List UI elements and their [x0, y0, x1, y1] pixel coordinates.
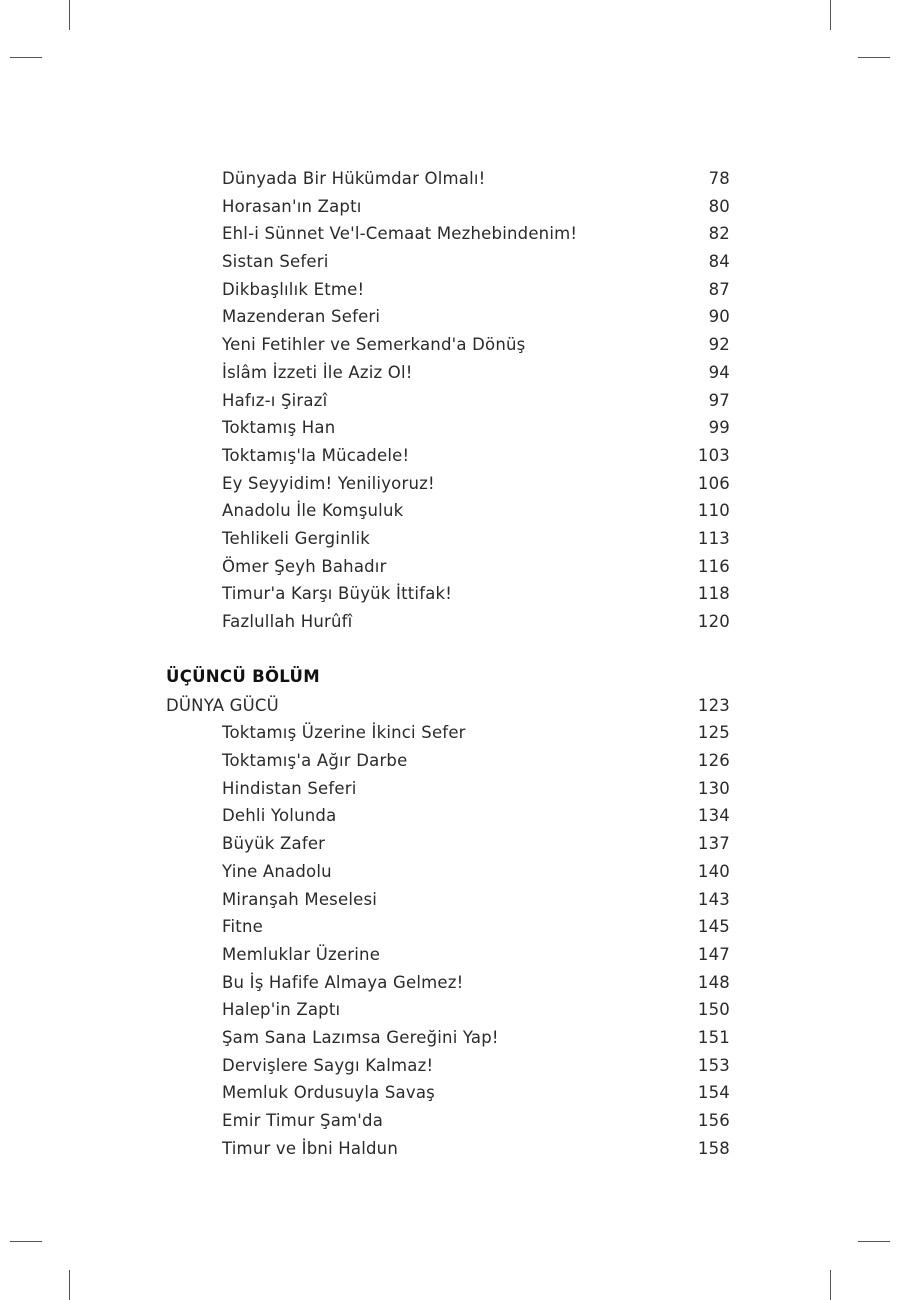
toc-entry-page-number: 84 [708, 252, 730, 272]
toc-entry[interactable] [0, 802, 900, 830]
toc-entry-page-number: 140 [697, 861, 730, 881]
toc-entry-title: Horasan'ın Zaptı [222, 196, 362, 216]
toc-entry-page-number: 150 [697, 1000, 730, 1020]
toc-entry-page-number: 113 [697, 528, 730, 548]
toc-entry[interactable] [0, 1052, 900, 1080]
toc-entry-title: Toktamış'la Mücadele! [222, 445, 410, 465]
toc-entry-title: Ehl-i Sünnet Ve'l-Cemaat Mezhebindenim! [222, 224, 578, 244]
toc-entry-title: Tehlikeli Gerginlik [222, 528, 371, 548]
toc-entry[interactable] [0, 886, 900, 914]
toc-entry-title: Fitne [222, 917, 263, 937]
toc-entry-page-number: 125 [697, 723, 730, 743]
toc-entry-page-number: 145 [697, 917, 730, 937]
toc-entry[interactable] [0, 830, 900, 858]
toc-list-bottom [0, 719, 900, 1162]
toc-entry-page-number: 148 [697, 972, 730, 992]
toc-entry[interactable] [0, 387, 900, 415]
table-of-contents [0, 165, 900, 1162]
toc-entry-title: Timur'a Karşı Büyük İttifak! [222, 584, 453, 604]
crop-mark-left-top [10, 57, 42, 58]
toc-entry-title: Sistan Seferi [222, 252, 329, 272]
toc-entry-page-number: 116 [697, 556, 730, 576]
toc-entry-page-number: 143 [697, 889, 730, 909]
toc-entry[interactable] [0, 553, 900, 581]
crop-mark-top-right [830, 0, 831, 30]
toc-entry[interactable] [0, 747, 900, 775]
toc-entry[interactable] [0, 414, 900, 442]
toc-entry-title: Dehli Yolunda [222, 806, 337, 826]
toc-entry[interactable] [0, 303, 900, 331]
toc-entry-page-number: 154 [697, 1083, 730, 1103]
toc-entry[interactable] [0, 580, 900, 608]
toc-entry-page-number: 134 [697, 806, 730, 826]
part-page-number: 123 [697, 695, 730, 715]
toc-entry-title: Ömer Şeyh Bahadır [222, 556, 387, 576]
toc-entry-title: Halep'in Zaptı [222, 1000, 341, 1020]
toc-entry[interactable] [0, 1024, 900, 1052]
toc-entry-page-number: 156 [697, 1111, 730, 1130]
toc-entry-title: Bu İş Hafife Almaya Gelmez! [222, 972, 464, 992]
toc-entry-page-number: 120 [697, 612, 730, 631]
part-title: DÜNYA GÜCÜ [166, 695, 279, 715]
toc-entry-title: Toktamış Han [222, 418, 336, 438]
toc-entry-page-number: 87 [708, 279, 730, 299]
toc-entry-page-number: 153 [697, 1055, 730, 1075]
toc-entry[interactable] [0, 497, 900, 525]
toc-entry[interactable] [0, 913, 900, 941]
toc-entry-title: Hindistan Seferi [222, 778, 357, 798]
toc-entry-title: Dünyada Bir Hükümdar Olmalı! [222, 169, 486, 188]
toc-entry[interactable] [0, 470, 900, 498]
toc-entry[interactable] [0, 220, 900, 248]
toc-entry-title: Büyük Zafer [222, 834, 326, 854]
toc-entry-title: Timur ve İbni Haldun [222, 1138, 398, 1158]
toc-entry[interactable] [0, 165, 900, 193]
toc-entry-page-number: 137 [697, 834, 730, 854]
toc-entry[interactable] [0, 1107, 900, 1135]
toc-entry-page-number: 106 [697, 473, 730, 493]
toc-entry[interactable] [0, 331, 900, 359]
toc-entry[interactable] [0, 858, 900, 886]
toc-entry-page-number: 103 [697, 445, 730, 465]
toc-entry-title: Memluk Ordusuyla Savaş [222, 1083, 435, 1103]
toc-entry[interactable] [0, 1135, 900, 1163]
toc-entry-page-number: 90 [708, 307, 730, 327]
toc-entry-page-number: 78 [708, 169, 730, 188]
toc-entry-title: İslâm İzzeti İle Aziz Ol! [222, 362, 413, 382]
toc-entry[interactable] [0, 276, 900, 304]
toc-entry-page-number: 80 [708, 196, 730, 216]
toc-entry-title: Memluklar Üzerine [222, 944, 381, 964]
crop-mark-top-left [69, 0, 70, 30]
toc-entry-page-number: 94 [708, 362, 730, 382]
toc-entry-page-number: 92 [708, 335, 730, 355]
toc-entry-page-number: 151 [697, 1027, 730, 1047]
toc-entry-page-number: 158 [697, 1138, 730, 1158]
toc-entry[interactable] [0, 442, 900, 470]
toc-entry-title: Yeni Fetihler ve Semerkand'a Dönüş [222, 335, 526, 355]
toc-entry[interactable] [0, 1079, 900, 1107]
toc-entry-page-number: 110 [697, 501, 730, 521]
toc-entry-title: Dikbaşlılık Etme! [222, 279, 365, 299]
toc-entry-title: Fazlullah Hurûfî [222, 612, 353, 631]
toc-entry[interactable] [0, 941, 900, 969]
crop-mark-bottom-right [830, 1270, 831, 1300]
toc-entry-title: Miranşah Meselesi [222, 889, 378, 909]
toc-entry-page-number: 99 [708, 418, 730, 438]
toc-entry[interactable] [0, 775, 900, 803]
toc-entry[interactable] [0, 525, 900, 553]
toc-entry[interactable] [0, 359, 900, 387]
toc-entry[interactable] [0, 996, 900, 1024]
toc-entry-title: Dervişlere Saygı Kalmaz! [222, 1055, 434, 1075]
toc-entry-page-number: 97 [708, 390, 730, 410]
part-entry[interactable] [0, 692, 900, 720]
crop-mark-bottom-left [69, 1270, 70, 1300]
toc-entry[interactable] [0, 719, 900, 747]
toc-entry-title: Yine Anadolu [222, 861, 332, 881]
toc-entry-title: Ey Seyyidim! Yeniliyoruz! [222, 473, 435, 493]
toc-entry[interactable] [0, 193, 900, 221]
toc-entry-page-number: 147 [697, 944, 730, 964]
toc-entry[interactable] [0, 969, 900, 997]
toc-entry-page-number: 82 [708, 224, 730, 244]
crop-mark-left-bottom [10, 1241, 42, 1242]
crop-mark-right-top [858, 57, 890, 58]
toc-entry-title: Mazenderan Seferi [222, 307, 381, 327]
toc-entry-title: Emir Timur Şam'da [222, 1111, 384, 1130]
toc-entry[interactable] [0, 248, 900, 276]
section-gap [0, 636, 900, 662]
toc-entry-title: Toktamış Üzerine İkinci Sefer [222, 723, 466, 743]
section-heading: ÜÇÜNCÜ BÖLÜM [166, 666, 320, 686]
toc-entry[interactable] [0, 608, 900, 636]
toc-entry-page-number: 118 [697, 584, 730, 604]
toc-entry-title: Hafız-ı Şirazî [222, 390, 328, 410]
crop-mark-right-bottom [858, 1241, 890, 1242]
toc-entry-title: Toktamış'a Ağır Darbe [222, 751, 408, 771]
toc-entry-page-number: 126 [697, 751, 730, 771]
toc-entry-title: Şam Sana Lazımsa Gereğini Yap! [222, 1027, 499, 1047]
toc-list-top [0, 165, 900, 636]
toc-entry-page-number: 130 [697, 778, 730, 798]
toc-entry-title: Anadolu İle Komşuluk [222, 501, 404, 521]
